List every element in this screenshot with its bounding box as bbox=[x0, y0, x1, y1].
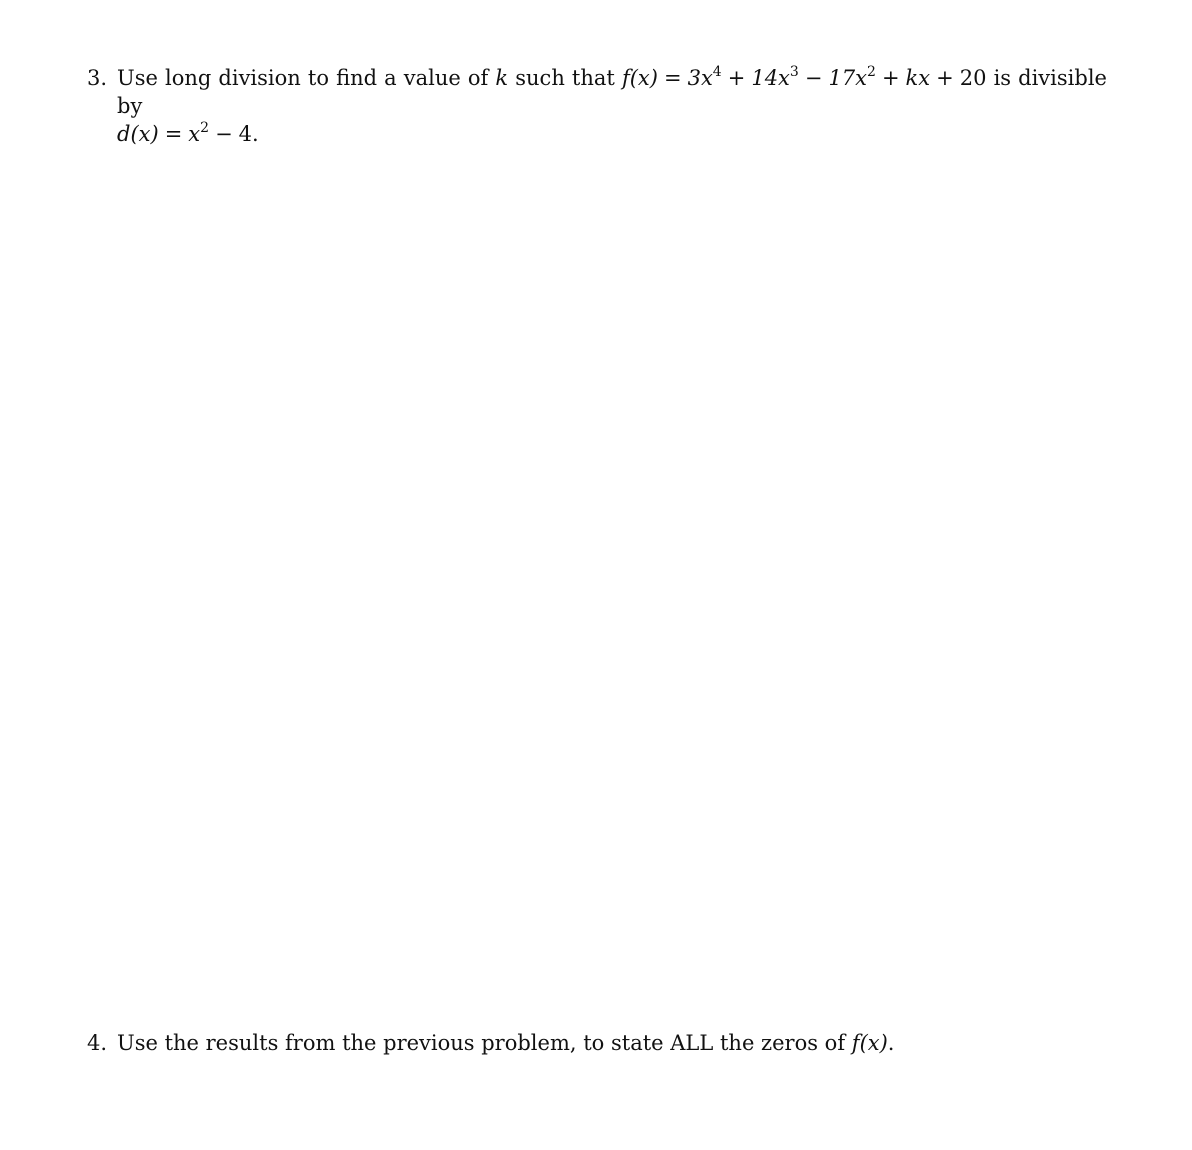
math-term-2: $14x^3$ bbox=[751, 64, 799, 90]
problem-4 bbox=[87, 1029, 1107, 1057]
problem-statement bbox=[117, 64, 1107, 148]
math-variable-k: k bbox=[495, 66, 509, 90]
period: . bbox=[887, 1031, 895, 1055]
math-term-3: $17x^2$ bbox=[828, 64, 876, 90]
statement-text: is divisible by bbox=[117, 66, 1107, 118]
math-equals: = bbox=[663, 66, 682, 90]
problem-3 bbox=[87, 64, 1107, 148]
statement-text: Use long division to find a value of bbox=[117, 66, 489, 90]
math-operator: − bbox=[804, 66, 823, 90]
math-term-4: kx bbox=[905, 66, 931, 90]
math-divisor: $d(x) = x^2 - 4$. bbox=[117, 120, 259, 146]
math-operator: + bbox=[727, 66, 746, 90]
math-operator: + bbox=[936, 66, 954, 90]
math-term-5: 20 bbox=[959, 66, 987, 90]
math-function-f: f(x) bbox=[851, 1031, 888, 1055]
statement-text: Use the results from the previous problem, to state ALL the zeros of bbox=[117, 1031, 846, 1055]
problem-number: 4. bbox=[87, 1031, 108, 1055]
statement-text: such that bbox=[515, 66, 615, 90]
math-term-1: $3x^4$ bbox=[687, 64, 722, 90]
problem-number: 3. bbox=[87, 66, 108, 90]
math-function-f: f(x) bbox=[621, 66, 658, 90]
math-operator: + bbox=[881, 66, 900, 90]
problem-statement bbox=[117, 1029, 1107, 1057]
